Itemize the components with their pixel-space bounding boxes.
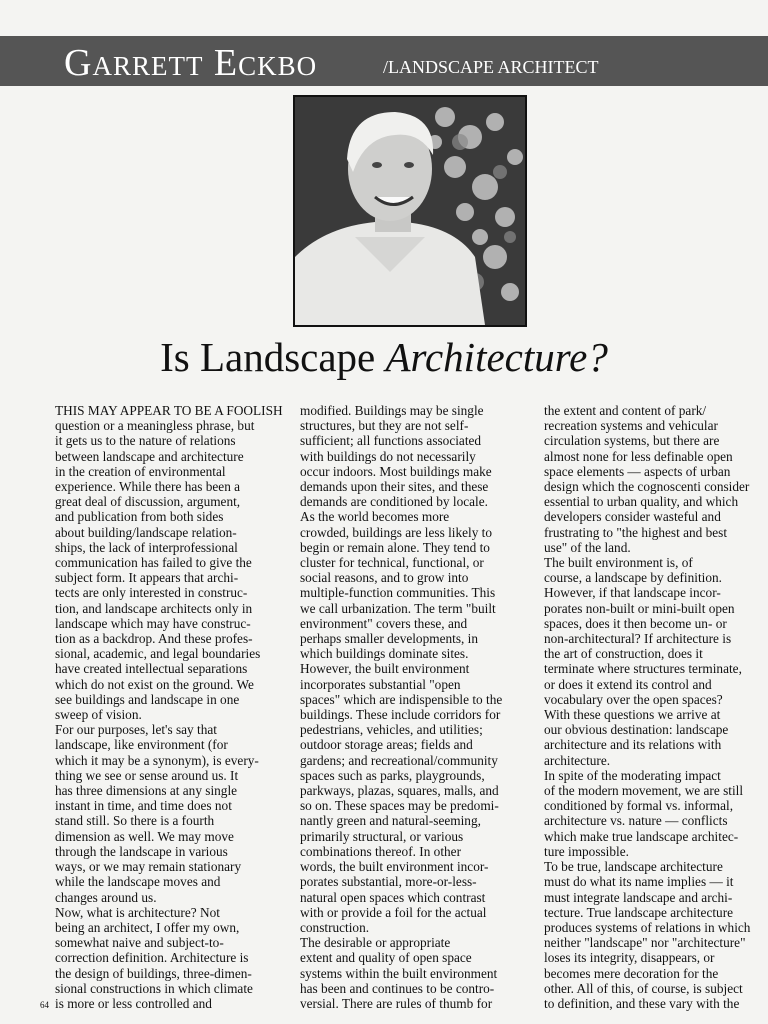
author-title: /LANDSCAPE ARCHITECT [383, 57, 599, 77]
paragraph: With these questions we arrive at our obvious destination: landscape architecture and its relations with architecture. [544, 707, 729, 768]
portrait-photo [293, 95, 527, 327]
headline-italic: Architecture? [385, 334, 608, 380]
headline-plain: Is Landscape [160, 334, 386, 380]
paragraph: In spite of the moderating impact of the modern movement, we are still conditioned by formal vs. informal, architecture vs. nature — conflicts which make true landscape architec- ture impossible. [544, 767, 744, 859]
paragraph: THIS MAY APPEAR TO BE A FOOLISH question or a meaningless phrase, but it gets us to the nature of relations between landscape and architecture in the creation of environmental experience. While there has been a great deal of discussion, argument, and publication from both sides about building/landscape relation- ships, the lack of interprofessional communication has failed to give the subject form. It appears that archi- tects are only interested in construc- tion, and landscape architects only in landscape which may have construc- tion as a backdrop. And these profes- sional, academic, and legal boundaries have created intellectual separations which do not exist on the ground. We see buildings and landscape in one sweep of vision. [55, 403, 283, 723]
paragraph: modified. Buildings may be single structures, but they are not self- sufficient; all functions associated with buildings do not necessarily occur indoors. Most buildings make demands upon their sites, and these demands are conditioned by locale. [300, 403, 492, 510]
paragraph: Now, what is architecture? Not being an architect, I offer my own, somewhat naive and subject-to- correction definition. Architecture is the design of buildings, three-dimen- sional constructions in which climate is more or less controlled and [55, 904, 253, 1011]
paragraph: To be true, landscape architecture must do what its name implies — it must integrate landscape and archi- tecture. True landscape architecture produces systems of relations in which neither "landscape" nor "architecture" loses its integrity, disappears, or becomes mere decoration for the other. All of this, of course, is subject to definition, and these vary with the [544, 859, 751, 1011]
article-headline [0, 333, 768, 381]
paragraph: For our purposes, let's say that landscape, like environment (for which it may be a synonym), is every- thing we see or sense around us. It has three dimensions at any single instant in time, and time does not stand still. So there is a fourth dimension as well. We may move through the landscape in various ways, or we may remain stationary while the landscape moves and changes around us. [55, 722, 259, 905]
paragraph: the extent and content of park/ recreation systems and vehicular circulation systems, but there are almost none for less definable open space elements — aspects of urban design which the cognoscenti consider essential to urban quality, and which developers consider wasteful and frustrating to "the highest and best use" of the land. [544, 403, 750, 555]
text-column-1 [55, 403, 291, 1011]
portrait-illustration [295, 97, 525, 325]
page-number: 64 [40, 1000, 49, 1010]
text-column-2 [300, 403, 532, 1011]
author-name: Garrett Eckbo [64, 42, 318, 84]
paragraph: The desirable or appropriate extent and quality of open space systems within the built environment has been and continues to be contro- versial. There are rules of thumb for [300, 935, 498, 1011]
paragraph: As the world becomes more crowded, buildings are less likely to begin or remain alone. They tend to cluster for technical, functional, or social reasons, and to grow into multiple-function communities. This we call urbanization. The term "built environment" covers these, and perhaps smaller developments, in which buildings dominate sites. However, the built environment incorporates substantial "open spaces" which are indispensible to the buildings. These include corridors for pedestrians, vehicles, and utilities; outdoor storage areas; fields and gardens; and recreational/community spaces such as parks, playgrounds, parkways, plazas, squares, malls, and so on. These spaces may be predomi- nantly green and natural-seeming, primarily structural, or various combinations thereof. In other words, the built environment incor- porates substantial, more-or-less- natural open spaces which contrast with or provide a foil for the actual construction. [300, 509, 503, 935]
paragraph: The built environment is, of course, a landscape by definition. However, if that landscape incor- porates non-built or mini-built open spaces, does it then become un- or non-architectural? If architecture is the art of construction, does it terminate where structures terminate, or does it extend its control and vocabulary over the open spaces? [544, 555, 742, 707]
text-column-3 [544, 403, 768, 1011]
